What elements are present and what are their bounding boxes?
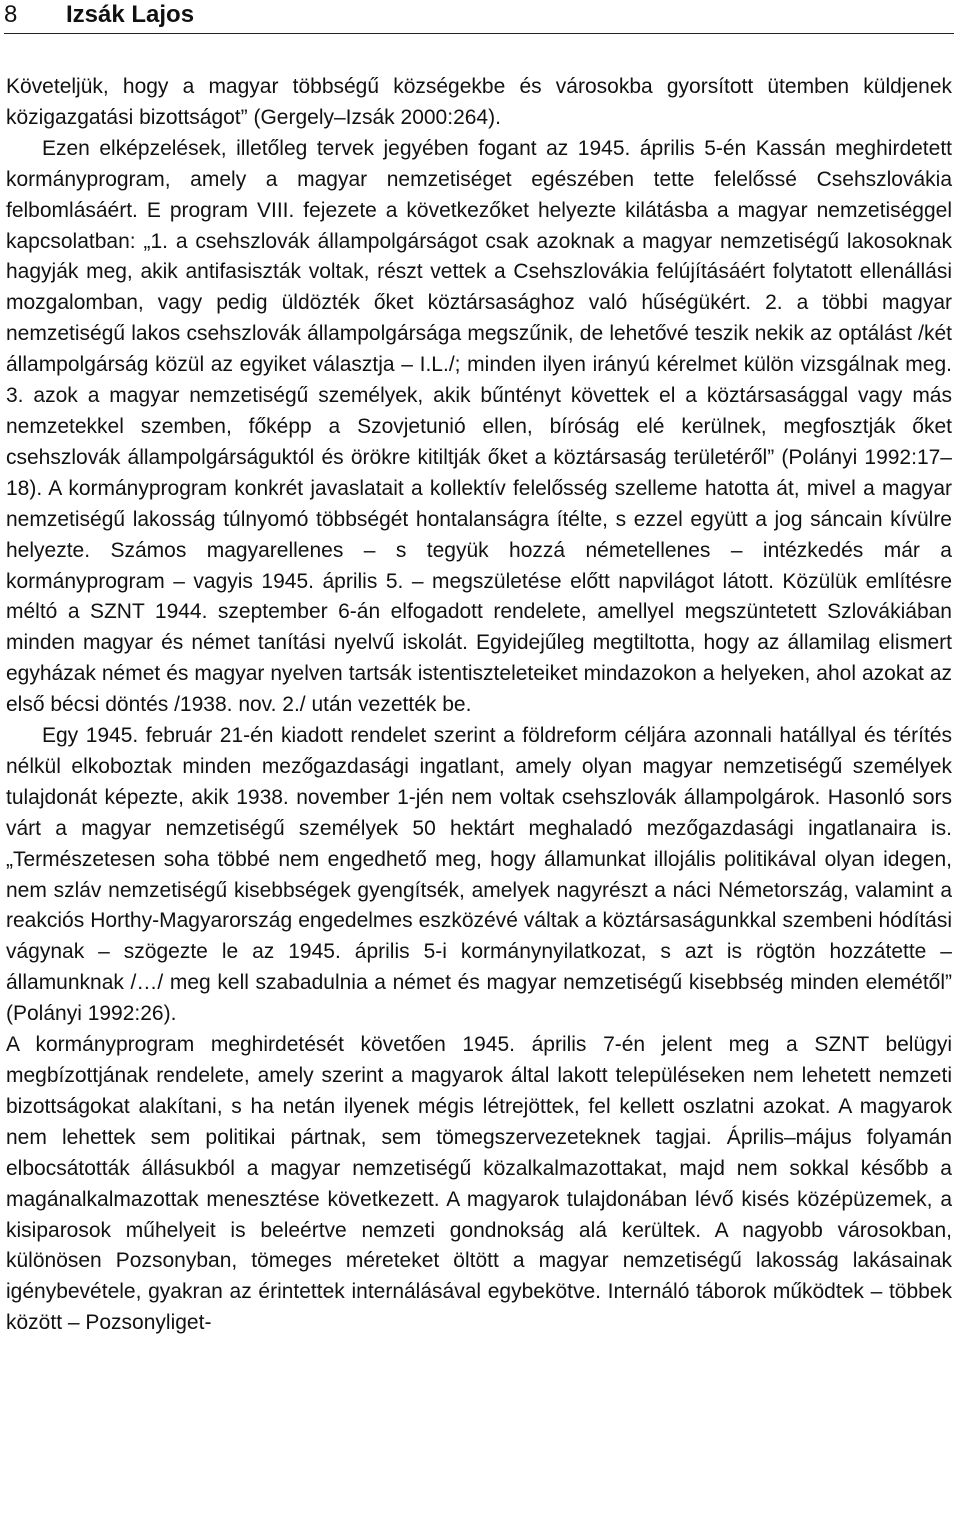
paragraph-4: A kormányprogram meghirdetését követően 1945. április 7-én jelent meg a SZNT belügyi megbízottjának rendelete, amely szerint a magyarok által lakott településeken nem lehetett nemzeti bizottságokat alakítani, s ha netán ilyenek mégis létrejöttek, fel kellett oszlatni azokat. A magyarok nem lehettek sem politikai pártnak, sem tömegszervezeteknek tagjai. Április–május folyamán elbocsátották állásukból a magyar nemzetiségű közalkalmazottakat, majd nem sokkal később a magánalkalmazottak menesztése következett. A magyarok tulajdonában lévő kisés középüzemek, a kisiparosok műhelyeit is beleértve nemzeti gondnokság alá kerültek. A nagyobb városokban, különösen Pozsonyban, tömeges méreteket öltött a magyar nemzetiségű lakosság lakásainak igénybevétele, gyakran az érintettek internálásával egybekötve. Internáló táborok működtek – többek között – Pozsonyliget- — [6, 1033, 952, 1335]
paragraph-1: Követeljük, hogy a magyar többségű községekbe és városokba gyorsított ütemben küldjenek közigazgatási bizottságot” (Gergely–Izsák 2000:264). — [6, 75, 952, 129]
article-body — [6, 72, 952, 1339]
paragraph-3: Egy 1945. február 21-én kiadott rendelet szerint a földreform céljára azonnali hatállyal és térítés nélkül elkoboztak minden mezőgazdasági ingatlant, amely olyan magyar nemzetiségű személyek tulajdonát képezte, akik 1938. november 1-jén nem voltak csehszlovák állampolgárok. Hasonló sors várt a magyar nemzetiségű személyek 50 hektárt meghaladó mezőgazdasági ingatlanaira is. „Természetesen soha többé nem engedhető meg, hogy államunkat illojális politikával olyan idegen, nem szláv nemzetiségű kisebbségek gyengítsék, amelyek nagyrészt a náci Németország, valamint a reakciós Horthy-Magyarország engedelmes eszközévé váltak a köztársaságunkkal szembeni hódítási vágynak – szögezte le az 1945. április 5-i kormánynyilatkozat, s azt is rögtön hozzátette – államunknak /…/ meg kell szabadulnia a német és magyar nemzetiségű kisebbség minden elemétől” (Polányi 1992:26). — [6, 724, 952, 1026]
paragraph-2: Ezen elképzelések, illetőleg tervek jegyében fogant az 1945. április 5-én Kassán meghirdetett kormányprogram, amely a magyar nemzetiséget egészében tette felelőssé Csehszlovákia felbomlásáért. E program VIII. fejezete a következőket helyezte kilátásba a magyar nemzetiséggel kapcsolatban: „1. a csehszlovák állampolgárságot csak azoknak a magyar nemzetiségű lakosoknak hagyják meg, akik antifasiszták voltak, részt vettek a Csehszlovákia felújításáért folytatott ellenállási mozgalomban, vagy pedig üldözték őket köztársasághoz való hűségükért. 2. a többi magyar nemzetiségű lakos csehszlovák állampolgársága megszűnik, de lehetővé teszik nekik az optálást /két állampolgárság közül az egyiket választja – I.L./; minden ilyen irányú kérelmet külön vizsgálnak meg. 3. azok a magyar nemzetiségű személyek, akik bűntényt követtek el a köztársasággal vagy más nemzetekkel szemben, főképp a Szovjetunió ellen, bíróság elé kerülnek, megfosztják őket csehszlovák állampolgárságuktól és örökre kitiltják őket a köztársaság területéről” (Polányi 1992:17–18). A kormányprogram konkrét javaslatait a kollektív felelősség szelleme hatotta át, mivel a magyar nemzetiségű lakosság túlnyomó többségét hontalanságra ítélte, s ezzel együtt a jog sáncain kívülre helyezte. Számos magyarellenes – s tegyük hozzá németellenes – intézkedés már a kormányprogram – vagyis 1945. április 5. – megszületése előtt napvilágot látott. Közülük említésre méltó a SZNT 1944. szeptember 6-án elfogadott rendelete, amellyel megszüntetett Szlovákiában minden magyar és német tanítási nyelvű iskolát. Egyidejűleg megtiltotta, hogy az államilag elismert egyházak német és magyar nyelven tartsák istentiszteleteiket mindazokon a helyeken, ahol azokat az első bécsi döntés /1938. nov. 2./ után vezették be. — [6, 136, 952, 717]
author-name: Izsák Lajos — [66, 1, 195, 28]
page-number: 8 — [4, 1, 18, 28]
running-header — [4, 0, 954, 34]
